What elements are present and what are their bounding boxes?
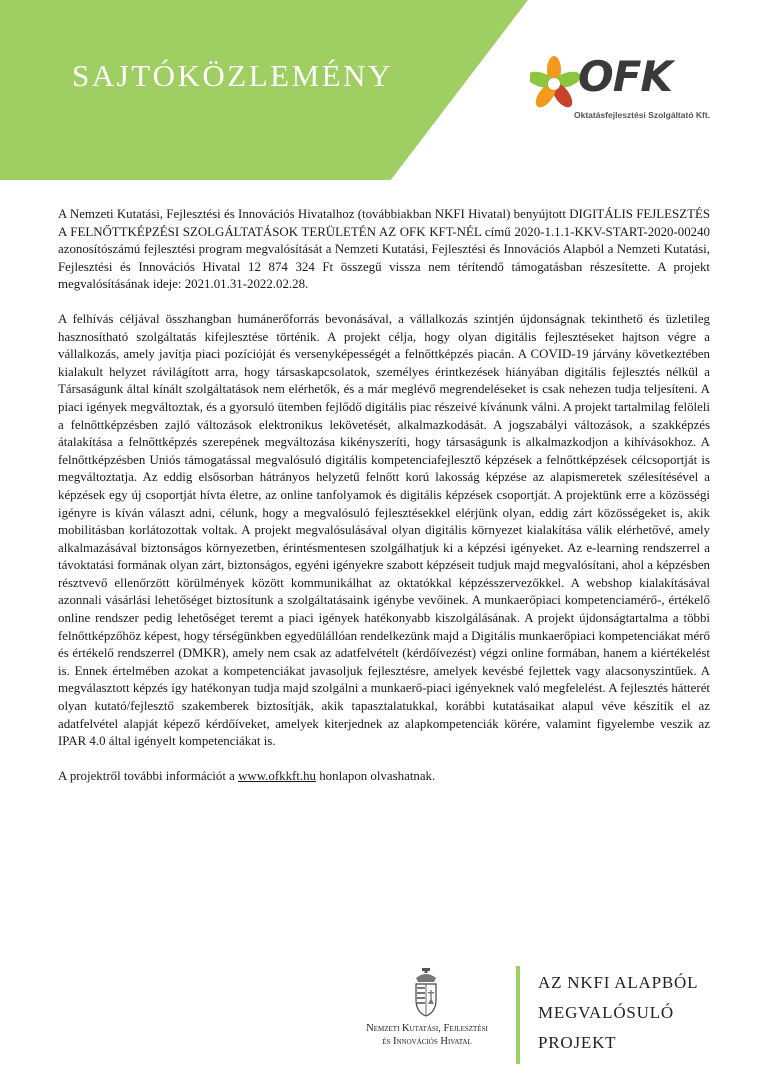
project-line-2: MEGVALÓSULÓ — [538, 1003, 674, 1022]
project-line-1: AZ NKFI ALAPBÓL — [538, 973, 699, 992]
footer-accent-bar — [516, 966, 520, 1064]
nkfi-hivatal-name — [344, 1022, 510, 1048]
project-label — [538, 968, 738, 1058]
coat-of-arms-icon — [410, 968, 442, 1018]
project-line-3: PROJEKT — [538, 1033, 617, 1052]
closing-text-before: A projektről további információt a — [58, 768, 239, 783]
org-line-2: és Innovációs Hivatal — [382, 1036, 472, 1047]
closing-text-after: honlapon olvashatnak. — [316, 768, 436, 783]
logo-subtitle: Oktatásfejlesztési Szolgáltató Kft. — [574, 110, 711, 120]
website-link[interactable]: www.ofkkft.hu — [238, 768, 317, 783]
org-line-1: Nemzeti Kutatási, Fejlesztési — [366, 1023, 488, 1034]
press-release-body — [58, 206, 710, 802]
paragraph-intro: A Nemzeti Kutatási, Fejlesztési és Innovációs Hivatalhoz (továbbiakban NKFI Hivatal) benyújtott DIGITÁLIS FEJLESZTÉS A FELNŐTTKÉPZÉSI SZOLGÁLTATÁSOK TERÜLETÉN AZ OFK KFT-NÉL című 2020-1.1.1-KKV-START-2020-00240 azonosítószámú fejlesztési program megvalósítását a Nemzeti Kutatási, Fejlesztési és Innovációs Alapból a Nemzeti Kutatási, Fejlesztési és Innovációs Hivatal 12 874 324 Ft összegű vissza nem térítendő támogatásban részesítette. A projekt megvalósításának ideje: 2021.01.31-2022.02.28. — [58, 207, 710, 292]
page-title: SAJTÓKÖZLEMÉNY — [72, 58, 393, 93]
paragraph-main: A felhívás céljával összhangban humánerőforrás bevonásával, a vállalkozás szintjén újdonságnak tekinthető és üzletileg hasznosítható szolgáltatás kifejlesztése történik. A projekt célja, hogy olyan digitális fejlesztéseket hajtson végre a vállalkozás, amely javítja piaci pozícióját és versenyképességét a felnőttképzés piacán. A COVID-19 járvány következtében kialakult helyzet rávilágított arra, hogy társaskapcsolatok, személyes érintkezések hiányában digitális fejlesztés nélkül a Társaságunk által kínált szolgáltatások nem elérhetők, és a már meglévő megrendeléseket is csak nehezen tudja teljesíteni. A piaci igények megváltoztak, és a gyorsuló ütemben fejlődő digitális piac részeivé kívánunk válni. A projekt tartalmilag felöleli a felnőttképzésben zajló változások elektronikus lekövetését, alkalmazkodását. A jogszabályi változások, a szakképzés átalakítása a felnőttképzés szerepének megváltozása kikényszeríti, hogy társaságunk is alkalmazkodjon a kihívásokhoz. A felnőttképzésben Uniós támogatással megvalósuló digitális kompetenciafejlesztő képzések a felnőttképzések célcsoportját is megváltoztatja. Az eddig elsősorban hátrányos helyzetű felnőtt korú lakosság képzése az alapismeretek szélesítésével a képzések egy új csoportját hívta életre, az online tanfolyamok és digitális képzések csoportját. A projektünk erre a közösségi igényre is kíván választ adni, célunk, hogy a megvalósuló fejlesztésekkel elérjünk olyan, eddig zárt közösségeket is, akik mobilitásban korlátozottak voltak. A projekt megvalósulásával olyan digitális környezet kialakítása válik elérhetővé, amely alkalmazásával biztonságos környezetben, érintésmentesen szolgálhatjuk ki a képzési igényeket. Az e-learning rendszerrel a távoktatási formának olyan zárt, biztonságos, egyéni igényekre szabott képzéseit tudjuk majd megvalósítani, ahol a képzésben résztvevő ellenőrzött körülmények között kommunikálhat az oktatókkal képzésszervezőkkel. A webshop kialakításával azonnali vásárlási lehetőséget biztosítunk a szolgáltatásaink igénybe vevőinek. A munkaerőpiaci kompetenciamérő-, értékelő online rendszer pedig lehetőséget teremt a piaci igények hatékonyabb kiszolgálásának. A projekt újdonságtartalma a többi felnőttképzőhöz képest, hogy térségünkben egyedülállóan rendelkezünk majd a Digitális munkaerőpiaci kompetenciákat mérő és értékelő rendszerrel (DMKR), amely nem csak az adatfelvételt (kérdőívezést) végzi online formában, hanem a kiértékelést is. Ennek értelmében azokat a kompetenciákat javasoljuk fejlesztésre, amelyek kevésbé fejlettek vagy alacsonyszintűek. A megválasztott képzés így hatékonyan tudja majd szolgálni a munkaerő-piaci igényeknek való megfelelést. A fejlesztés hátterét olyan kutató/fejlesztő szakemberek biztosítják, akik tapasztalatukkal, korábbi kutatásaikat alapul véve készítik el az adatfelvétel alapját képező kérdőíveket, amelyek kiterjednek az alapkompetenciák körére, valamint figyelembe veszik az IPAR 4.0 által igényelt kompetenciákat is. — [58, 311, 710, 749]
paragraph-closing — [58, 768, 710, 786]
logo-wordmark: OFK — [578, 52, 672, 101]
